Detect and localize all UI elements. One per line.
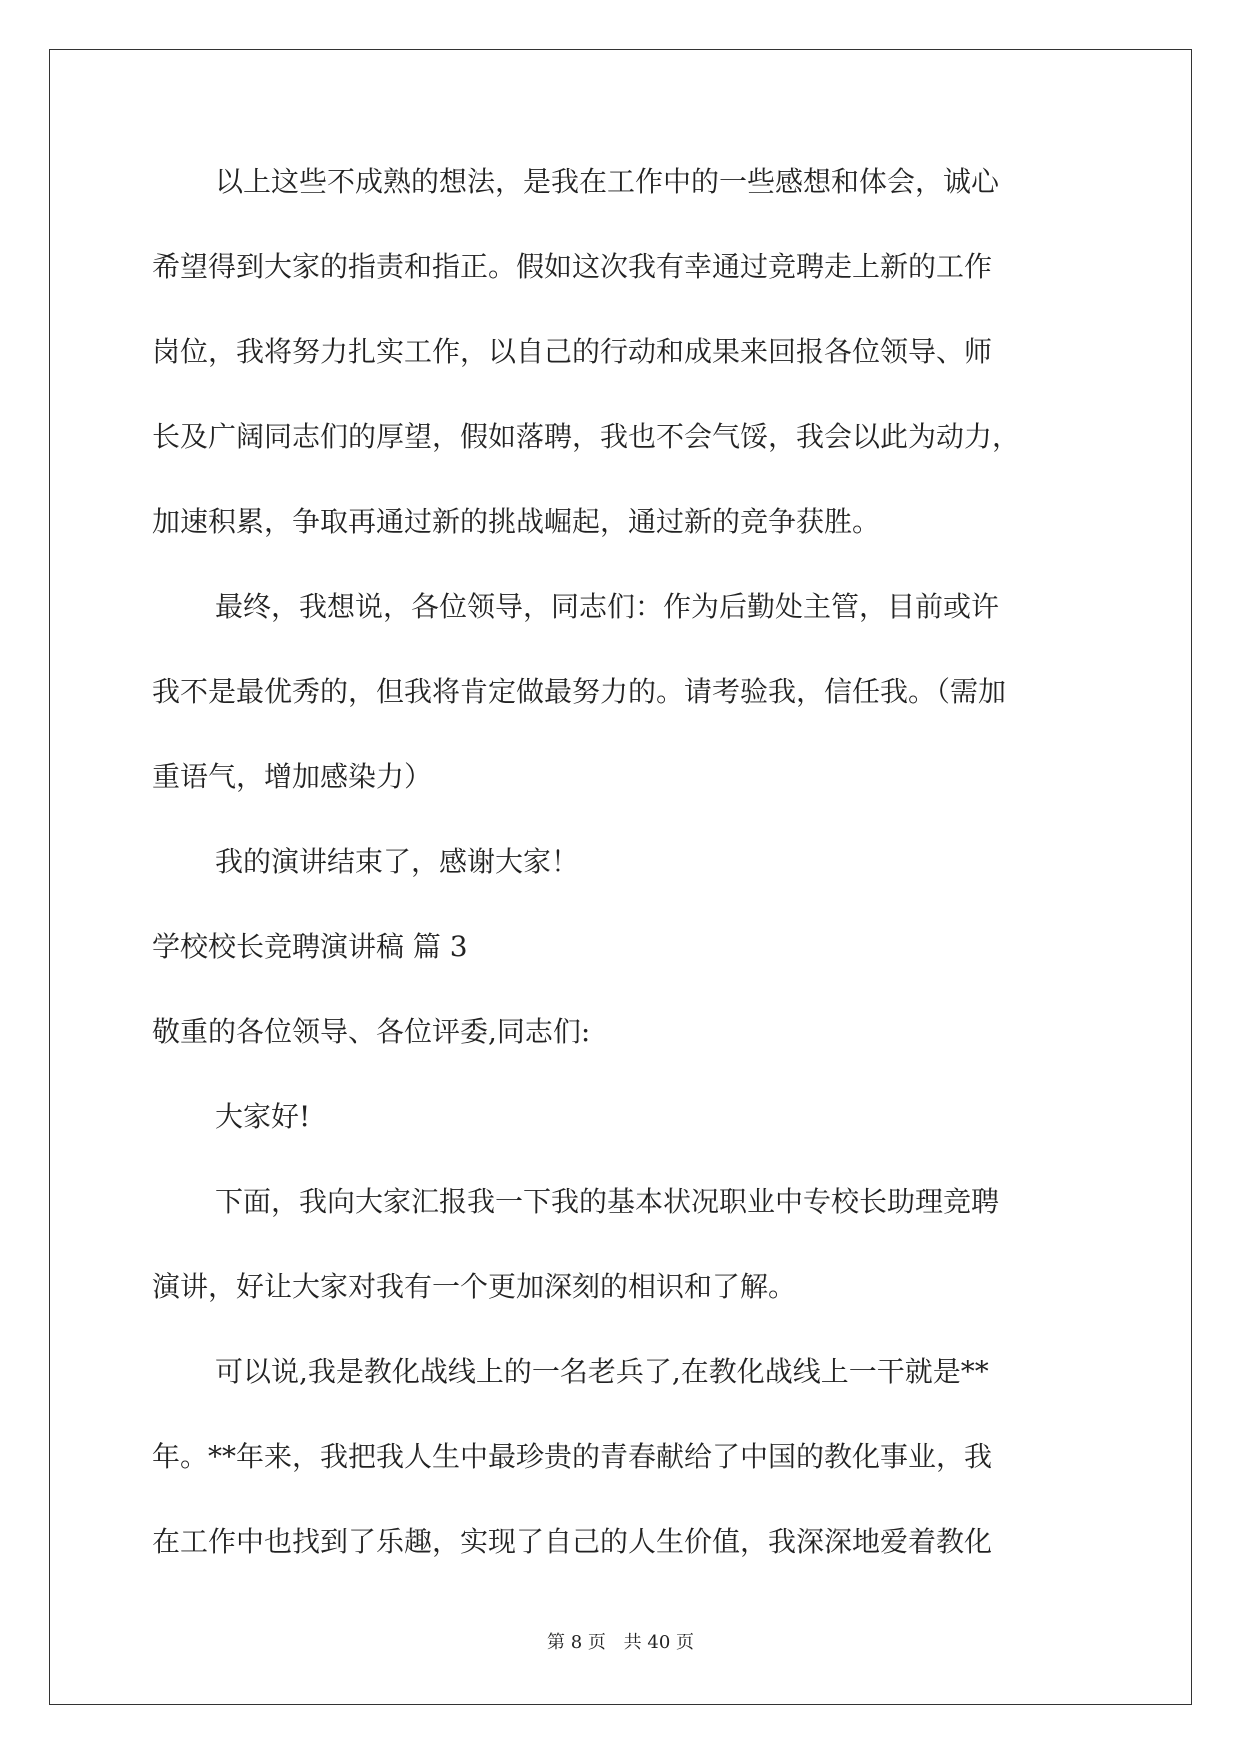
paragraph: [152, 1180, 1092, 1309]
paragraph: [152, 840, 1092, 884]
section-heading: 学校校长竞聘演讲稿 篇 3: [152, 930, 468, 963]
paragraph: [152, 160, 1092, 544]
text-line: 在工作中也找到了乐趣，实现了自己的人生价值，我深深地爱着教化: [152, 1525, 993, 1558]
text-line: 以上这些不成熟的想法，是我在工作中的一些感想和体会，诚心: [215, 165, 1000, 198]
text-line: 年。**年来，我把我人生中最珍贵的青春献给了中国的教化事业，我: [152, 1440, 993, 1473]
text-line: 下面，我向大家汇报我一下我的基本状况职业中专校长助理竞聘: [215, 1185, 1000, 1218]
paragraph: [152, 1095, 1092, 1139]
text-line: 希望得到大家的指责和指正。假如这次我有幸通过竞聘走上新的工作: [152, 250, 993, 283]
page-number: 第 8 页: [547, 1632, 606, 1653]
text-line: 最终，我想说，各位领导，同志们：作为后勤处主管，目前或许: [215, 590, 1000, 623]
text-line: 大家好!: [215, 1100, 311, 1133]
text-line: 我的演讲结束了，感谢大家！: [215, 845, 580, 878]
page-footer: [0, 1628, 1241, 1654]
text-line: 长及广阔同志们的厚望，假如落聘，我也不会气馁，我会以此为动力，: [152, 420, 1021, 453]
text-line: 岗位，我将努力扎实工作，以自己的行动和成果来回报各位领导、师: [152, 335, 993, 368]
text-line: 重语气，增加感染力）: [152, 760, 433, 793]
text-line: 加速积累，争取再通过新的挑战崛起，通过新的竞争获胜。: [152, 505, 881, 538]
paragraph: [152, 1350, 1092, 1564]
page-total: 共 40 页: [623, 1632, 694, 1653]
text-line: 演讲，好让大家对我有一个更加深刻的相识和了解。: [152, 1270, 797, 1303]
text-line: 我不是最优秀的，但我将肯定做最努力的。请考验我，信任我。（需加: [152, 675, 1007, 708]
salutation: 敬重的各位领导、各位评委,同志们:: [152, 1015, 591, 1048]
document-body: [152, 160, 1092, 1605]
text-line: 可以说,我是教化战线上的一名老兵了,在教化战线上一干就是**: [215, 1355, 989, 1388]
paragraph: [152, 585, 1092, 799]
